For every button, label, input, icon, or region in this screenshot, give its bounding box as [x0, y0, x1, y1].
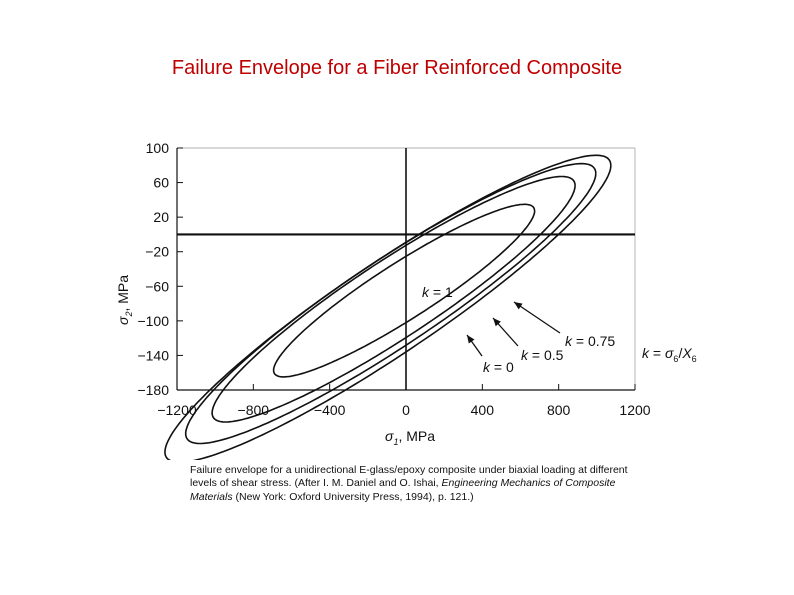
annotation-arrow-head [514, 302, 523, 309]
caption-book-title: Engineering Mechanics of Composite Materials [190, 477, 616, 503]
label-k-0.5: k = 0.5 [521, 347, 564, 363]
x-tick-label: 0 [402, 402, 410, 418]
envelope-k-0 [165, 155, 611, 460]
y-tick-label: −140 [137, 347, 169, 364]
x-tick-label: −1200 [157, 402, 197, 418]
label-k-0.75: k = 0.75 [565, 333, 616, 349]
x-tick-label: −800 [237, 402, 270, 418]
annotation-arrow-shaft [514, 302, 560, 333]
annotation-arrow-head [467, 335, 474, 344]
y-tick-label: −100 [137, 312, 169, 329]
y-tick-label: 20 [153, 209, 169, 226]
x-tick-label: 1200 [619, 402, 651, 418]
x-tick-label: 800 [546, 402, 571, 418]
y-axis-label: $\sigma_2$, MPa [115, 274, 134, 325]
parameter-label: $k = \sigma_6/X_6$ [642, 345, 697, 364]
envelope-curves [165, 155, 611, 460]
label-k-1: k = 1 [422, 284, 453, 300]
y-tick-label: −180 [137, 382, 169, 398]
envelope-k-1 [274, 204, 535, 377]
y-tick-label: 100 [145, 140, 169, 156]
caption-text-2: (New York: Oxford University Press, 1994), p. 121.) [232, 490, 474, 503]
y-tick-label: −20 [145, 243, 169, 260]
y-tick-label: 60 [153, 174, 169, 191]
figure-caption [190, 464, 640, 504]
envelope-k-0.75 [212, 177, 575, 423]
slide-title: Failure Envelope for a Fiber Reinforced Composite [171, 57, 623, 79]
x-tick-label: 400 [470, 402, 495, 418]
x-tick-label: −400 [313, 402, 346, 418]
caption-text-1: Failure envelope for a unidirectional E-glass/epoxy composite under biaxial loading at different levels of shear stress. (After I. M. Daniel and O. Ishai, [190, 464, 628, 490]
label-k-0: k = 0 [483, 359, 514, 375]
y-tick-label: −60 [145, 278, 169, 295]
x-axis-label: $\sigma_1$, MPa [385, 428, 436, 447]
